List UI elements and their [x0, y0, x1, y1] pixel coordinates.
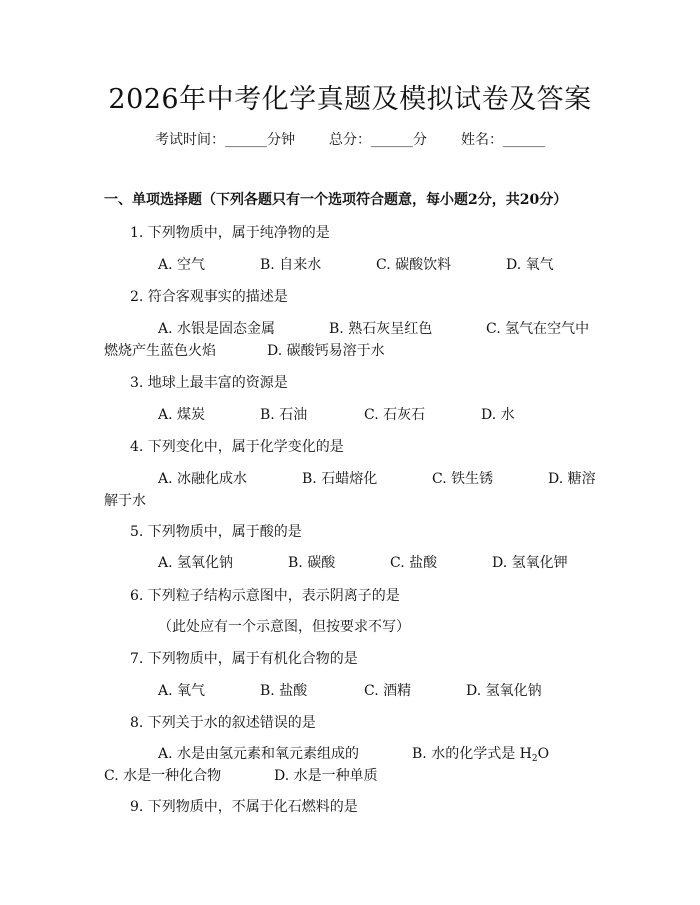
option-d-continued: 解于水: [104, 493, 146, 509]
exam-time-field: 考试时间：______分钟: [155, 132, 295, 148]
question-stem: 2. 符合客观事实的描述是: [130, 289, 288, 305]
option-b-text: B. 水的化学式是 H: [412, 746, 532, 762]
option-b: B. 熟石灰呈红色: [329, 321, 433, 337]
option-c: C. 碳酸饮料: [376, 257, 452, 273]
option-b: B. 石油: [260, 407, 308, 423]
formula-subscript: 2: [531, 754, 538, 764]
question-stem: 1. 下列物质中，属于纯净物的是: [130, 225, 330, 241]
question-stem: 5. 下列物质中，属于酸的是: [130, 524, 302, 540]
option-a: A. 煤炭: [158, 407, 206, 423]
question-stem: 6. 下列粒子结构示意图中，表示阴离子的是: [130, 588, 400, 604]
option-d: D. 糖溶: [548, 471, 596, 487]
option-d: D. 氢氧化钠: [466, 683, 542, 699]
option-a: A. 冰融化成水: [158, 471, 248, 487]
option-d: D. 氧气: [506, 257, 554, 273]
exam-info-line: [0, 130, 700, 150]
section-title: 一、单项选择题（下列各题只有一个选项符合题意，每小题2分，共20分）: [104, 192, 568, 208]
option-b: [412, 744, 549, 764]
option-c: C. 酒精: [364, 683, 412, 699]
option-a: A. 氢氧化钠: [158, 555, 234, 571]
option-d: D. 碳酸钙易溶于水: [267, 343, 385, 359]
option-a: A. 水是由氢元素和氧元素组成的: [158, 746, 360, 762]
option-c: C. 水是一种化合物: [104, 768, 222, 784]
formula-oxygen: O: [537, 746, 550, 762]
option-c: C. 石灰石: [364, 407, 426, 423]
question-stem: 4. 下列变化中，属于化学变化的是: [130, 439, 344, 455]
option-c: C. 铁生锈: [432, 471, 494, 487]
question-stem: 9. 下列物质中，不属于化石燃料的是: [130, 799, 358, 815]
option-a: A. 水银是固态金属: [158, 321, 276, 337]
page-title: 2026年中考化学真题及模拟试卷及答案: [108, 84, 592, 115]
option-b: B. 盐酸: [260, 683, 308, 699]
student-name-field: 姓名：______: [461, 132, 545, 148]
option-c: C. 氢气在空气中: [486, 321, 590, 337]
option-b: B. 碳酸: [288, 555, 336, 571]
diagram-note: （此处应有一个示意图，但按要求不写）: [158, 619, 410, 635]
option-b: B. 自来水: [260, 257, 322, 273]
question-stem: 7. 下列物质中，属于有机化合物的是: [130, 651, 358, 667]
option-d: D. 水是一种单质: [274, 768, 378, 784]
question-stem: 8. 下列关于水的叙述错误的是: [130, 715, 316, 731]
question-stem: 3. 地球上最丰富的资源是: [130, 375, 288, 391]
option-a: A. 氧气: [158, 683, 206, 699]
total-score-field: 总分：______分: [329, 132, 427, 148]
option-d: D. 氢氧化钾: [492, 555, 568, 571]
option-d: D. 水: [481, 407, 515, 423]
option-a: A. 空气: [158, 257, 206, 273]
option-c: C. 盐酸: [390, 555, 438, 571]
option-b: B. 石蜡熔化: [302, 471, 378, 487]
option-c-continued: 燃烧产生蓝色火焰: [104, 343, 216, 359]
